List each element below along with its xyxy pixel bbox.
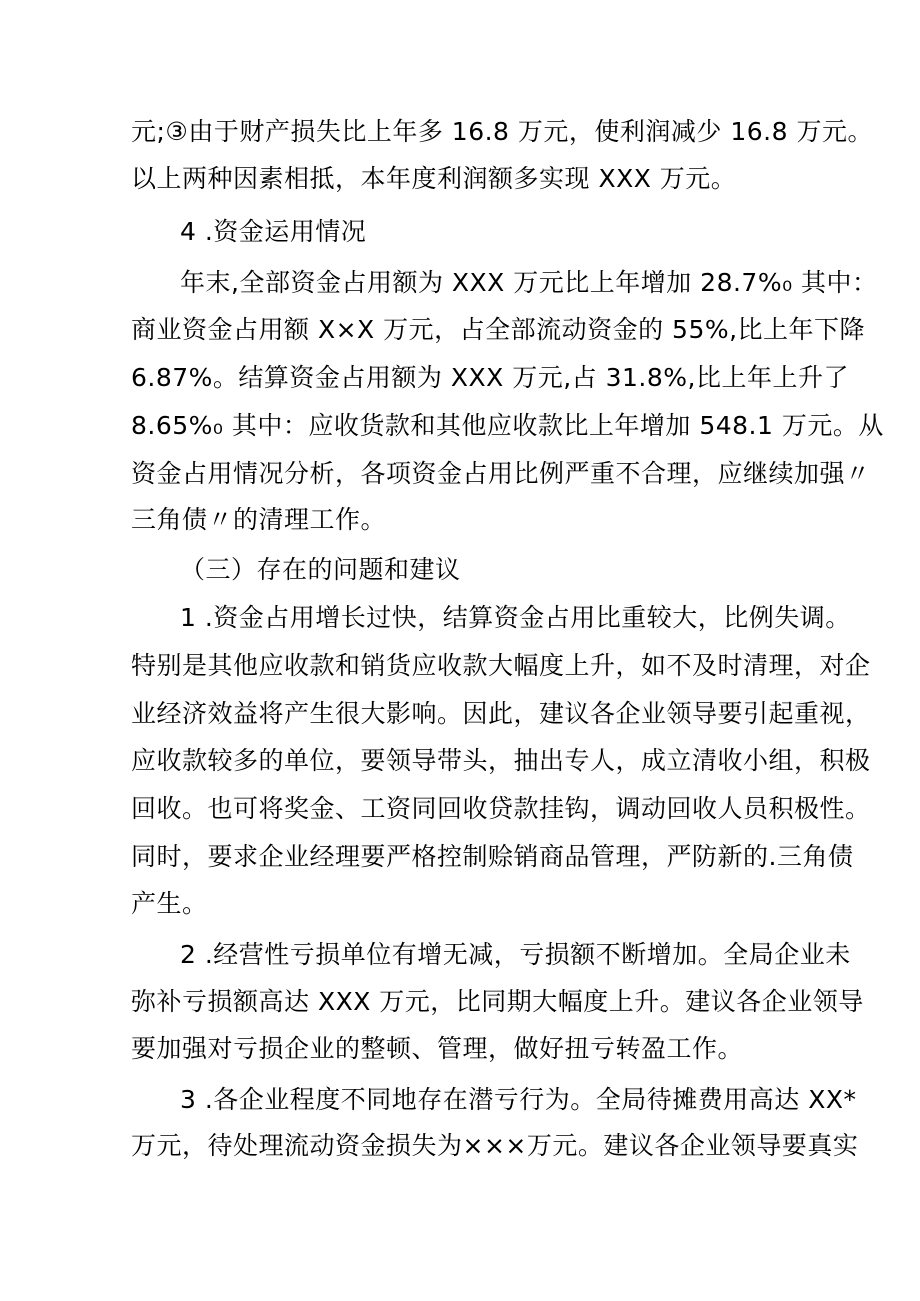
paragraph-line: 6.87%。结算资金占用额为 XXX 万元,占 31.8%,比上年上升了 (131, 363, 849, 392)
section-heading: 4 .资金运用情况 (180, 217, 367, 246)
paragraph-line: 产生。 (131, 889, 208, 918)
paragraph-line: 同时，要求企业经理要严格控制赊销商品管理，严防新的.三角债 (131, 842, 854, 871)
paragraph-line: 以上两种因素相抵，本年度利润额多实现 XXX 万元。 (131, 164, 737, 193)
paragraph-line: 应收款较多的单位，要领导带头，抽出专人，成立清收小组，积极 (131, 746, 871, 775)
paragraph-line: 回收。也可将奖金、工资同回收贷款挂钩，调动回收人员积极性。 (131, 794, 871, 823)
section-heading: （三）存在的问题和建议 (180, 555, 461, 584)
paragraph-line: 商业资金占用额 X×X 万元，占全部流动资金的 55%,比上年下降 (131, 315, 866, 344)
paragraph-line: 三角债〃的清理工作。 (131, 505, 387, 534)
paragraph-line: 要加强对亏损企业的整顿、管理，做好扭亏转盈工作。 (131, 1034, 744, 1063)
paragraph-line: 万元，待处理流动资金损失为×××万元。建议各企业领导要真实 (131, 1131, 859, 1160)
paragraph-line: 业经济效益将产生很大影响。因此，建议各企业领导要引起重视， (131, 699, 871, 728)
paragraph-line: 2 .经营性亏损单位有增无减，亏损额不断增加。全局企业未 (180, 940, 851, 969)
paragraph-line: 1 .资金占用增长过快，结算资金占用比重较大，比例失调。 (180, 603, 851, 632)
paragraph-line: 3 .各企业程度不同地存在潜亏行为。全局待摊费用高达 XX* (180, 1085, 857, 1114)
paragraph-line: 8.65%₀ 其中：应收货款和其他应收款比上年增加 548.1 万元。从 (131, 411, 884, 440)
paragraph-line: 资金占用情况分析，各项资金占用比例严重不合理，应继续加强〃 (131, 459, 871, 488)
paragraph-line: 年末,全部资金占用额为 XXX 万元比上年增加 28.7%₀ 其中： (180, 268, 878, 297)
paragraph-line: 元;③由于财产损失比上年多 16.8 万元，使利润减少 16.8 万元。 (131, 117, 873, 146)
paragraph-line: 特别是其他应收款和销货应收款大幅度上升，如不及时清理，对企 (131, 651, 871, 680)
paragraph-line: 弥补亏损额高达 XXX 万元，比同期大幅度上升。建议各企业领导 (131, 987, 864, 1016)
